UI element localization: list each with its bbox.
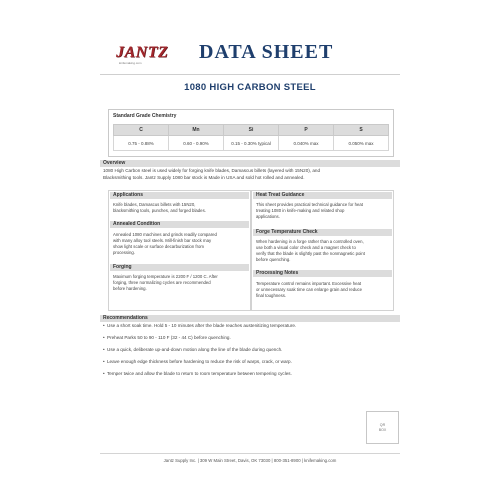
annealed-line: processing. <box>113 249 135 255</box>
footer-contact: Jantz Supply Inc. | 309 W Main Street, Davis, OK 73030 | 800-351-8900 | knifemaking.com <box>163 458 337 463</box>
chemistry-value-p: 0.040% max <box>279 136 334 151</box>
applications-text <box>113 202 247 214</box>
overview-line-2: Blacksmithing tools. Jantz Supply 1080 bar stock is Made in USA and sold hot rolled and annealed. <box>103 175 305 180</box>
annealed-line: Annealed 1080 machines and grinds readily compared <box>113 232 217 237</box>
footer-divider <box>100 453 400 454</box>
chemistry-col-s: S <box>334 125 389 136</box>
qr-label: QR <box>379 423 386 427</box>
recommendation-text: Leave enough edge thickness before hardening to reduce the risk of warps, crack, or warp. <box>107 359 292 364</box>
logo-tagline: knifemaking.com <box>119 61 142 65</box>
recommendation-text: Use a quick, deliberate up-and-down motion along the line of the blade during quench. <box>107 347 283 352</box>
recommendation-item <box>103 347 397 353</box>
applications-line: blacksmithing tools, punches, and forged blades. <box>113 207 206 213</box>
chemistry-header-row <box>114 125 389 136</box>
recommendation-text: Temper twice and allow the blade to return to room temperature between tempering cycles. <box>107 371 292 376</box>
recommendation-item <box>103 335 397 341</box>
forging-heading: Forging <box>110 264 249 271</box>
recommendation-item <box>103 359 397 365</box>
chemistry-table <box>113 124 389 151</box>
chemistry-col-p: P <box>279 125 334 136</box>
processing-heading: Processing Notes <box>253 270 392 277</box>
applications-line: Knife blades, Damascus billets with 15N20, <box>113 202 196 207</box>
qr-code-placeholder <box>366 411 399 444</box>
chemistry-value-s: 0.050% max <box>334 136 389 151</box>
bullet-icon: • <box>103 371 105 376</box>
heat-treat-heading: Heat Treat Guidance <box>253 192 392 199</box>
overview-heading: Overview <box>100 160 400 167</box>
temp-check-line: verify that the blade is slightly past the nonmagnetic point <box>256 250 365 256</box>
temp-check-line: When hardening in a forge rather than a controlled oven, <box>256 239 364 244</box>
steel-grade-title: 1080 HIGH CARBON STEEL <box>184 82 316 93</box>
chemistry-value-si: 0.15 - 0.30% typical <box>224 136 279 151</box>
heat-treat-line: applications. <box>256 213 280 219</box>
chemistry-col-mn: Mn <box>169 125 224 136</box>
temp-check-line: before quenching. <box>256 256 291 262</box>
recommendation-item <box>103 371 397 377</box>
recommendation-text: Use a short soak time. Hold 5 - 10 minutes after the blade reaches austenitizing temperature. <box>107 323 297 328</box>
document-title: DATA SHEET <box>199 41 334 63</box>
recommendation-text: Preheat Parks 50 to 90 - 110 F (32 - 44 C) before quenching. <box>107 335 231 340</box>
forging-line: Maximum forging temperature is 2200 F / 1200 C. After <box>113 274 218 279</box>
chemistry-title: Standard Grade Chemistry <box>113 113 177 119</box>
temp-check-text <box>256 239 390 263</box>
processing-text <box>256 281 390 299</box>
heat-treat-text <box>256 202 390 220</box>
left-column-card <box>108 190 251 311</box>
annealed-text <box>113 232 247 256</box>
forging-text <box>113 274 247 292</box>
chemistry-col-c: C <box>114 125 169 136</box>
temp-check-heading: Forge Temperature Check <box>253 229 392 236</box>
forging-line: before hardening. <box>113 285 147 291</box>
logo-wordmark: JANTZ <box>116 44 169 61</box>
processing-line: final toughness. <box>256 292 287 298</box>
processing-line: Temperature control remains important. Excessive heat <box>256 281 362 286</box>
chemistry-value-c: 0.75 - 0.88% <box>114 136 169 151</box>
bullet-icon: • <box>103 359 105 364</box>
heat-treat-line: This sheet provides practical technical guidance for heat <box>256 202 364 207</box>
bullet-icon: • <box>103 323 105 328</box>
chemistry-col-si: Si <box>224 125 279 136</box>
applications-heading: Applications <box>110 192 249 199</box>
annealed-line: show light scale or surface decarburization from <box>113 243 204 249</box>
bullet-icon: • <box>103 335 105 340</box>
qr-label: BOX <box>378 427 387 432</box>
chemistry-value-mn: 0.60 - 0.90% <box>169 136 224 151</box>
jantz-logo <box>116 45 186 65</box>
annealed-line: with many alloy tool steels. Mill-finish bar stock may <box>113 237 212 243</box>
bullet-icon: • <box>103 347 105 352</box>
recommendations-heading: Recommendations <box>100 315 400 322</box>
annealed-heading: Annealed Condition <box>110 221 249 228</box>
chemistry-value-row <box>114 136 389 151</box>
heat-treat-line: treating 1080 in knife-making and related shop <box>256 207 345 213</box>
forging-line: forging, three normalizing cycles are recommended <box>113 279 211 285</box>
chemistry-box <box>108 109 394 157</box>
header-divider <box>100 74 400 75</box>
temp-check-line: use both a visual color check and a magnet check to <box>256 244 356 250</box>
processing-line: or unnecessary soak time can enlarge grain and reduce <box>256 286 363 292</box>
overview-line-1: 1080 High Carbon steel is used widely for forging knife blades, Damascus billets (layered with 15N20), and <box>103 168 321 173</box>
right-column-card <box>251 190 394 311</box>
recommendation-item <box>103 323 397 329</box>
